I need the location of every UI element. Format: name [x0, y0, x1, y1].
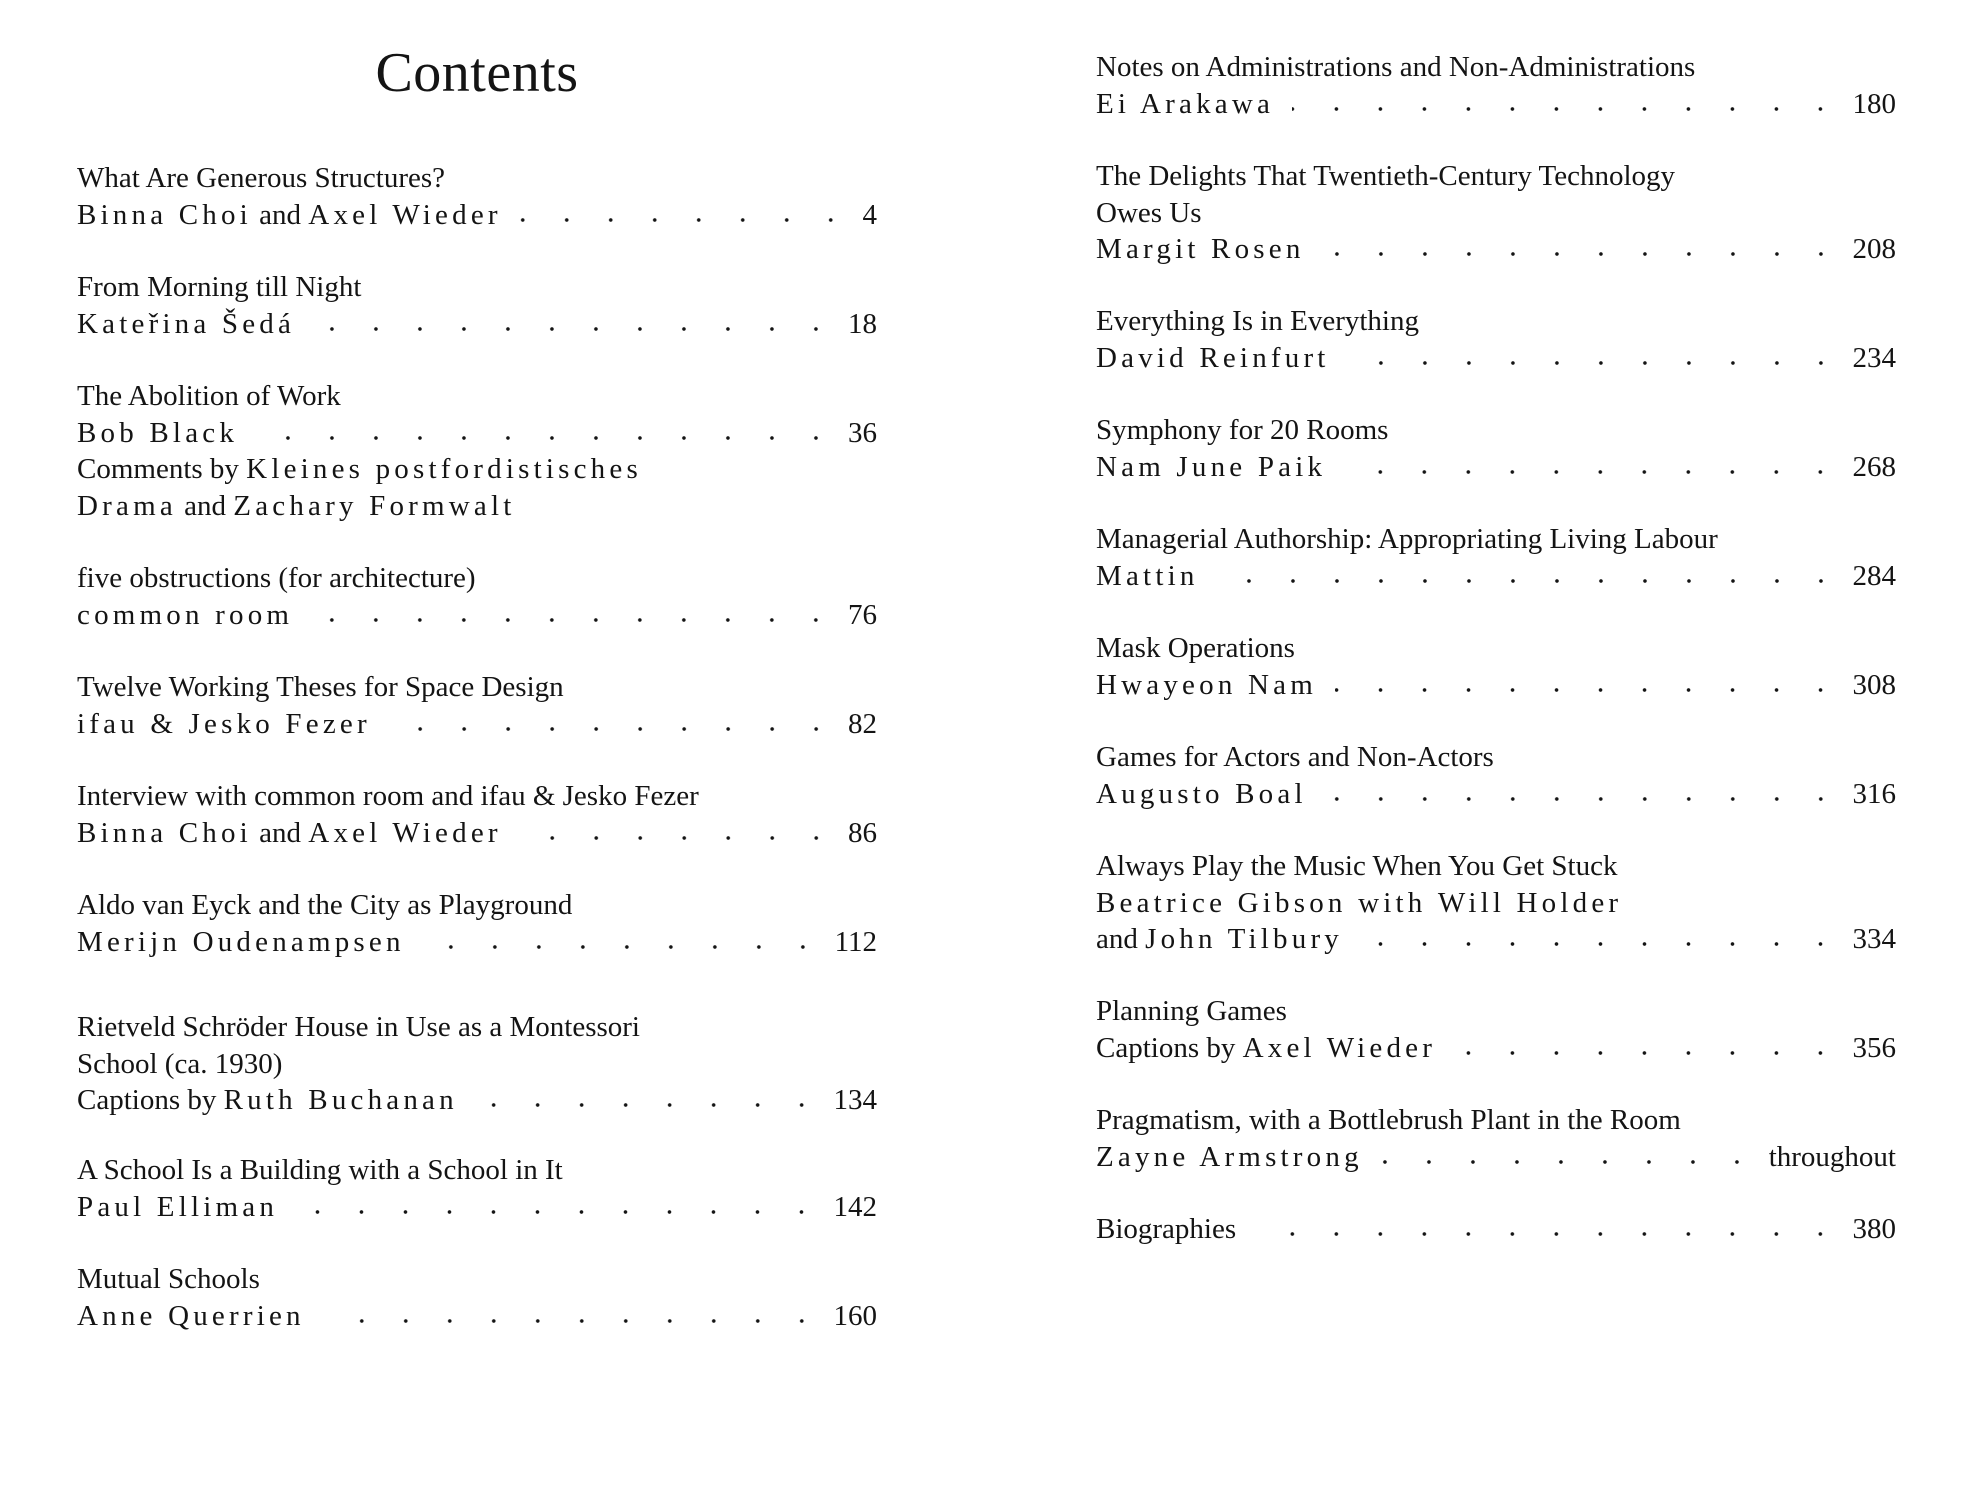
author-name: Augusto Boal [1096, 777, 1307, 810]
entry-title-line [1096, 630, 1896, 667]
entry-author-line [1096, 1211, 1896, 1248]
entry-title-line [1096, 412, 1896, 449]
entry-author-line [1096, 231, 1896, 268]
dot-leader [520, 818, 838, 848]
author-name: Axel Wieder [308, 816, 502, 849]
toc-entry[interactable] [1096, 521, 1896, 594]
entry-author-line [1096, 340, 1896, 377]
entry-author-line [77, 306, 877, 343]
page-number: 36 [848, 416, 877, 449]
entry-author-line [77, 706, 877, 743]
dot-leader [423, 927, 825, 957]
entry-author-line [1096, 885, 1896, 922]
page-number: 334 [1852, 923, 1896, 956]
page-number: 268 [1852, 450, 1896, 483]
entry-author-line [1096, 1030, 1896, 1067]
entry-author-line [77, 1298, 877, 1335]
entry-title: five obstructions (for architecture) [77, 562, 476, 594]
author-name: Ruth Buchanan [223, 1084, 458, 1117]
entry-author-line [77, 924, 877, 961]
page-number: 316 [1852, 777, 1896, 810]
author-name: Anne Querrien [77, 1299, 305, 1332]
entry-title: Twelve Working Theses for Space Design [77, 671, 564, 703]
author-name: Drama [77, 489, 177, 522]
entry-title: The Abolition of Work [77, 380, 341, 412]
dot-leader [1217, 561, 1843, 591]
entry-title-line [1096, 993, 1896, 1030]
author-name: Binna Choi [77, 816, 252, 849]
toc-entry[interactable] [77, 1261, 877, 1334]
toc-entry[interactable] [77, 1009, 877, 1119]
toc-entry[interactable] [1096, 993, 1896, 1066]
dot-leader [1323, 234, 1843, 264]
entry-title: Owes Us [1096, 196, 1202, 229]
toc-entry[interactable] [77, 887, 877, 960]
author-name: Axel Wieder [1242, 1031, 1437, 1064]
dot-leader [1348, 343, 1843, 373]
entry-title: From Morning till Night [77, 271, 362, 303]
entry-title-line [77, 269, 877, 306]
entry-title: Symphony for 20 Rooms [1096, 414, 1389, 446]
dot-leader [313, 309, 838, 339]
author-name: Ei Arakawa [1096, 87, 1275, 120]
entry-title: What Are Generous Structures? [77, 162, 446, 194]
page-number: 76 [848, 598, 877, 631]
author-name: John Tilbury [1145, 923, 1344, 956]
toc-entry[interactable] [1096, 412, 1896, 485]
entry-title: Everything Is in Everything [1096, 305, 1419, 337]
author-name: Paul Elliman [77, 1190, 279, 1223]
entry-author-line [77, 415, 877, 452]
entry-title-line [77, 1261, 877, 1298]
toc-entry[interactable] [77, 560, 877, 633]
toc-entry[interactable] [77, 1152, 877, 1225]
entry-title: Mask Operations [1096, 632, 1295, 664]
entry-author-line [1096, 449, 1896, 486]
page-number: 112 [834, 925, 877, 958]
entry-title: Managerial Authorship: Appropriating Living Labour [1096, 523, 1718, 555]
entry-title: Notes on Administrations and Non-Administrations [1096, 51, 1696, 83]
entry-title-line [1096, 49, 1896, 86]
author-name: ifau & Jesko Fezer [77, 707, 371, 740]
connector-text: Captions by [1096, 1031, 1243, 1064]
page-number: 160 [833, 1299, 877, 1332]
author-name: Binna Choi [77, 198, 252, 231]
author-name: Margit Rosen [1096, 233, 1305, 266]
author-name: with [1346, 886, 1438, 919]
author-name: Axel Wieder [308, 198, 502, 231]
dot-leader [323, 1301, 824, 1331]
page-number: 284 [1852, 559, 1896, 592]
dot-leader [1381, 1142, 1759, 1172]
page-number: 134 [833, 1084, 877, 1117]
entry-title: A School Is a Building with a School in It [77, 1154, 563, 1186]
entry-author-line [1096, 1139, 1896, 1176]
entry-title-line [77, 669, 877, 706]
entry-title-line [1096, 158, 1896, 195]
entry-author-line [77, 815, 877, 852]
author-name: Zachary Formwalt [233, 489, 516, 522]
page-number: 180 [1852, 87, 1896, 120]
dot-leader [256, 418, 838, 448]
entry-comment-line [77, 488, 877, 525]
entry-title-line [77, 1009, 877, 1046]
entry-title: Always Play the Music When You Get Stuck [1096, 850, 1618, 882]
entry-author-line [77, 197, 877, 234]
connector-text: and [176, 489, 234, 522]
dot-leader [520, 200, 853, 230]
entry-title-line [1096, 521, 1896, 558]
toc-entry[interactable] [1096, 739, 1896, 812]
dot-leader [1344, 452, 1842, 482]
toc-entry[interactable] [77, 669, 877, 742]
entry-author-line [77, 1189, 877, 1226]
entry-title: Games for Actors and Non-Actors [1096, 741, 1494, 773]
toc-entry[interactable] [1096, 1102, 1896, 1175]
dot-leader [296, 1192, 823, 1222]
author-name: common room [77, 598, 294, 631]
connector-text: and [251, 198, 309, 231]
toc-entry[interactable] [1096, 158, 1896, 268]
entry-title: Interview with common room and ifau & Jesko Fezer [77, 780, 699, 812]
dot-leader [1292, 89, 1842, 119]
toc-entry[interactable] [1096, 1211, 1896, 1248]
dot-leader [1454, 1033, 1842, 1063]
entry-title-line [1096, 848, 1896, 885]
page-number: 86 [848, 816, 877, 849]
entry-title: Rietveld Schröder House in Use as a Montessori [77, 1011, 640, 1043]
toc-entry[interactable] [77, 378, 877, 524]
toc-entry[interactable] [1096, 303, 1896, 376]
page-number: 356 [1852, 1031, 1896, 1064]
entry-author-line [1096, 776, 1896, 813]
entry-title: The Delights That Twentieth-Century Technology [1096, 160, 1676, 192]
entry-title-line [77, 778, 877, 815]
toc-entry[interactable] [77, 778, 877, 851]
entry-author-line [77, 1082, 877, 1119]
entry-comment-line [77, 451, 877, 488]
page-number: 142 [833, 1190, 877, 1223]
author-name: David Reinfurt [1096, 341, 1330, 374]
connector-text: and [1096, 923, 1146, 956]
connector-text: Biographies [1096, 1213, 1237, 1245]
page-number: 380 [1852, 1213, 1896, 1245]
entry-title-line [1096, 195, 1896, 232]
author-name: Merijn Oudenampsen [77, 925, 405, 958]
dot-leader [1361, 924, 1842, 954]
author-name: Mattin [1096, 559, 1199, 592]
toc-entry[interactable] [1096, 848, 1896, 958]
page-number: 4 [862, 198, 877, 231]
author-name: Will Holder [1437, 886, 1623, 919]
entry-title: Mutual Schools [77, 1263, 260, 1295]
author-name: Zayne Armstrong [1096, 1140, 1363, 1173]
author-name: Bob Black [77, 416, 239, 449]
entry-title-line [77, 1046, 877, 1083]
author-name: Nam June Paik [1096, 450, 1327, 483]
dot-leader [389, 709, 838, 739]
entry-author-line [1096, 667, 1896, 704]
connector-text: Captions by [77, 1084, 224, 1117]
entry-title-line [77, 160, 877, 197]
entry-title: Planning Games [1096, 995, 1287, 1027]
dot-leader [476, 1085, 824, 1115]
entry-title: Pragmatism, with a Bottlebrush Plant in the Room [1096, 1104, 1681, 1136]
page-title: Contents [375, 42, 579, 104]
connector-text: Comments by [77, 453, 247, 486]
page-number: 308 [1852, 668, 1896, 701]
toc-entry[interactable] [77, 160, 877, 233]
entry-author-line [1096, 558, 1896, 595]
entry-title-line [77, 1152, 877, 1189]
entry-title-line [77, 378, 877, 415]
dot-leader [1335, 670, 1843, 700]
author-name: Beatrice Gibson [1096, 886, 1347, 919]
author-name: Kateřina Šedá [77, 307, 296, 340]
entry-title-line [1096, 1102, 1896, 1139]
entry-author-line [1096, 86, 1896, 123]
connector-text: and [251, 816, 309, 849]
toc-entry[interactable] [1096, 49, 1896, 122]
entry-title-line [77, 887, 877, 924]
dot-leader [1325, 779, 1843, 809]
page-number: 208 [1852, 233, 1896, 266]
author-name: Kleines postfordistisches [246, 453, 642, 486]
entry-title-line [77, 560, 877, 597]
toc-entry[interactable] [1096, 630, 1896, 703]
entry-author-line [1096, 921, 1896, 958]
dot-leader [311, 600, 838, 630]
dot-leader [1254, 1214, 1842, 1244]
entry-title-line [1096, 303, 1896, 340]
entry-title: Aldo van Eyck and the City as Playground [77, 889, 573, 921]
page-number: throughout [1768, 1140, 1896, 1173]
entry-title: School (ca. 1930) [77, 1047, 283, 1080]
author-name: Hwayeon Nam [1096, 668, 1317, 701]
entry-author-line [77, 597, 877, 634]
page-number: 82 [848, 707, 877, 740]
entry-title-line [1096, 739, 1896, 776]
toc-entry[interactable] [77, 269, 877, 342]
page-number: 234 [1852, 341, 1896, 374]
page-number: 18 [848, 307, 877, 340]
